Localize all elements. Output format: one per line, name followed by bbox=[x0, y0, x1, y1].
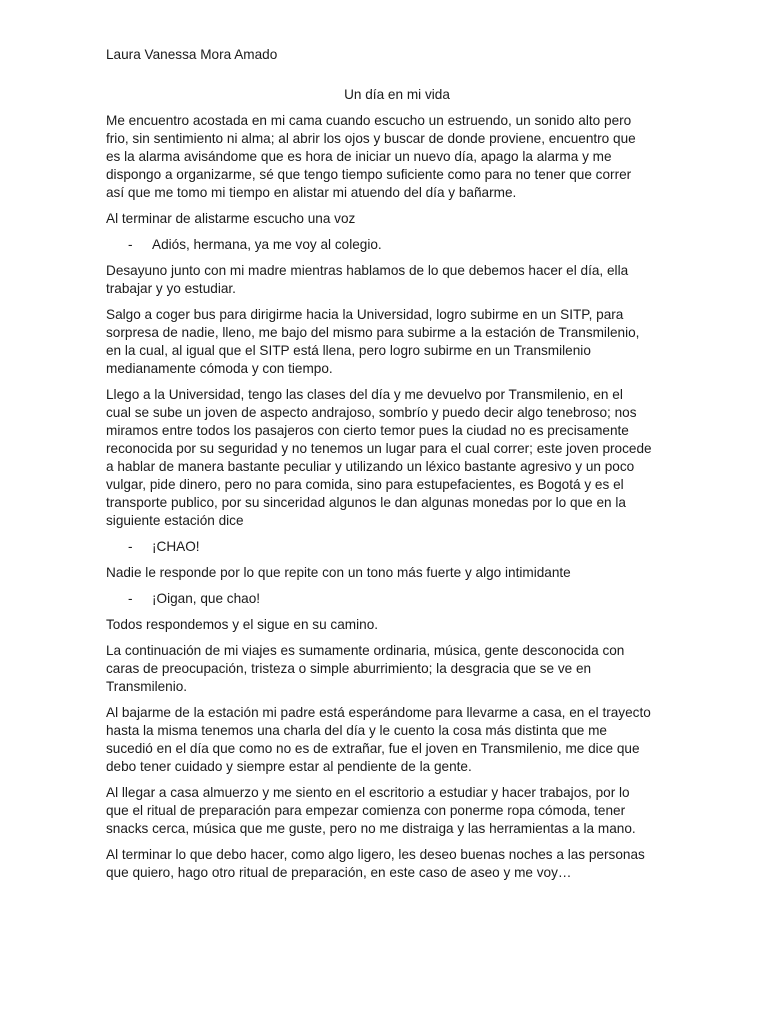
paragraph bbox=[106, 262, 688, 298]
dialogue-line bbox=[106, 236, 688, 254]
paragraph bbox=[106, 210, 688, 228]
paragraph-line: Transmilenio. bbox=[106, 679, 188, 694]
dialogue-line bbox=[106, 538, 688, 556]
paragraph-line: Al terminar lo que debo hacer, como algo ligero, les deseo buenas noches a las personas bbox=[106, 847, 645, 862]
paragraph-line: medianamente cómoda y con tiempo. bbox=[106, 361, 333, 376]
paragraph bbox=[106, 306, 688, 378]
paragraph-line: en la cual, al igual que el SITP está llena, pero logro subirme en un Transmilenio bbox=[106, 343, 591, 358]
paragraph-line: debo tener cuidado y siempre estar al pendiente de la gente. bbox=[106, 759, 472, 774]
paragraph-line: vulgar, pide dinero, pero no para comida, sino para estupefacientes, es Bogotá y es el bbox=[106, 477, 624, 492]
dialogue-text: Adiós, hermana, ya me voy al colegio. bbox=[152, 237, 382, 252]
paragraph-line: transporte publico, por su sinceridad algunos le dan algunas monedas por lo que en la bbox=[106, 495, 626, 510]
paragraph bbox=[106, 564, 688, 582]
paragraph bbox=[106, 642, 688, 696]
paragraph-line: sucedió en el día que como no es de extrañar, fue el joven en Transmilenio, me dice que bbox=[106, 741, 640, 756]
paragraph-line: miramos entre todos los pasajeros con cierto temor pues la ciudad no es precisamente bbox=[106, 423, 629, 438]
dialogue-text: ¡CHAO! bbox=[152, 539, 200, 554]
paragraph bbox=[106, 386, 688, 530]
dash-marker: - bbox=[128, 591, 133, 606]
paragraph-line: siguiente estación dice bbox=[106, 513, 244, 528]
paragraph-line: Desayuno junto con mi madre mientras hablamos de lo que debemos hacer el día, ella bbox=[106, 263, 629, 278]
document-body bbox=[106, 112, 688, 882]
paragraph-line: Me encuentro acostada en mi cama cuando escucho un estruendo, un sonido alto pero bbox=[106, 113, 632, 128]
paragraph-line: Al llegar a casa almuerzo y me siento en el escritorio a estudiar y hacer trabajos, por lo bbox=[106, 785, 630, 800]
dash-marker: - bbox=[128, 237, 133, 252]
paragraph-line: Nadie le responde por lo que repite con un tono más fuerte y algo intimidante bbox=[106, 565, 571, 580]
paragraph-line: Todos respondemos y el sigue en su camino. bbox=[106, 617, 379, 632]
paragraph-line: Al terminar de alistarme escucho una voz bbox=[106, 211, 356, 226]
paragraph-line: snacks cerca, música que me guste, pero no me distraiga y las herramientas a la mano. bbox=[106, 821, 636, 836]
paragraph-line: reconocida por su seguridad y no tenemos un lugar para el cual correr; este joven procede bbox=[106, 441, 652, 456]
paragraph-line: así que me tomo mi tiempo en alistar mi atuendo del día y bañarme. bbox=[106, 185, 517, 200]
paragraph-line: es la alarma avisándome que es hora de iniciar un nuevo día, apago la alarma y me bbox=[106, 149, 612, 164]
dialogue-line bbox=[106, 590, 688, 608]
dialogue-text: ¡Oigan, que chao! bbox=[152, 591, 261, 606]
document-title: Un día en mi vida bbox=[344, 87, 450, 102]
paragraph-line: que el ritual de preparación para empezar comienza con ponerme ropa cómoda, tener bbox=[106, 803, 626, 818]
paragraph bbox=[106, 784, 688, 838]
paragraph-line: trabajar y yo estudiar. bbox=[106, 281, 236, 296]
paragraph bbox=[106, 846, 688, 882]
paragraph-line: frio, sin sentimiento ni alma; al abrir los ojos y buscar de donde proviene, encuentro que bbox=[106, 131, 636, 146]
paragraph-line: cual se sube un joven de aspecto andrajoso, sombrío y puedo decir algo tenebroso; nos bbox=[106, 405, 637, 420]
paragraph-line: a hablar de manera bastante peculiar y utilizando un léxico bastante agresivo y un poco bbox=[106, 459, 635, 474]
paragraph-line: dispongo a organizarme, sé que tengo tiempo suficiente como para no tener que correr bbox=[106, 167, 632, 182]
paragraph bbox=[106, 616, 688, 634]
paragraph-line: La continuación de mi viajes es sumamente ordinaria, música, gente desconocida con bbox=[106, 643, 625, 658]
paragraph bbox=[106, 704, 688, 776]
paragraph-line: hasta la misma tenemos una charla del día y le cuento la cosa más distinta que me bbox=[106, 723, 607, 738]
paragraph-line: Salgo a coger bus para dirigirme hacia la Universidad, logro subirme en un SITP, para bbox=[106, 307, 624, 322]
paragraph-line: Llego a la Universidad, tengo las clases del día y me devuelvo por Transmilenio, en el bbox=[106, 387, 623, 402]
author-name: Laura Vanessa Mora Amado bbox=[106, 47, 278, 62]
paragraph-line: sorpresa de nadie, lleno, me bajo del mismo para subirme a la estación de Transmilenio, bbox=[106, 325, 640, 340]
dash-marker: - bbox=[128, 539, 133, 554]
paragraph-line: que quiero, hago otro ritual de preparación, en este caso de aseo y me voy… bbox=[106, 865, 572, 880]
paragraph-line: Al bajarme de la estación mi padre está esperándome para llevarme a casa, en el trayecto bbox=[106, 705, 651, 720]
paragraph bbox=[106, 112, 688, 202]
paragraph-line: caras de preocupación, tristeza o simple aburrimiento; la desgracia que se ve en bbox=[106, 661, 592, 676]
